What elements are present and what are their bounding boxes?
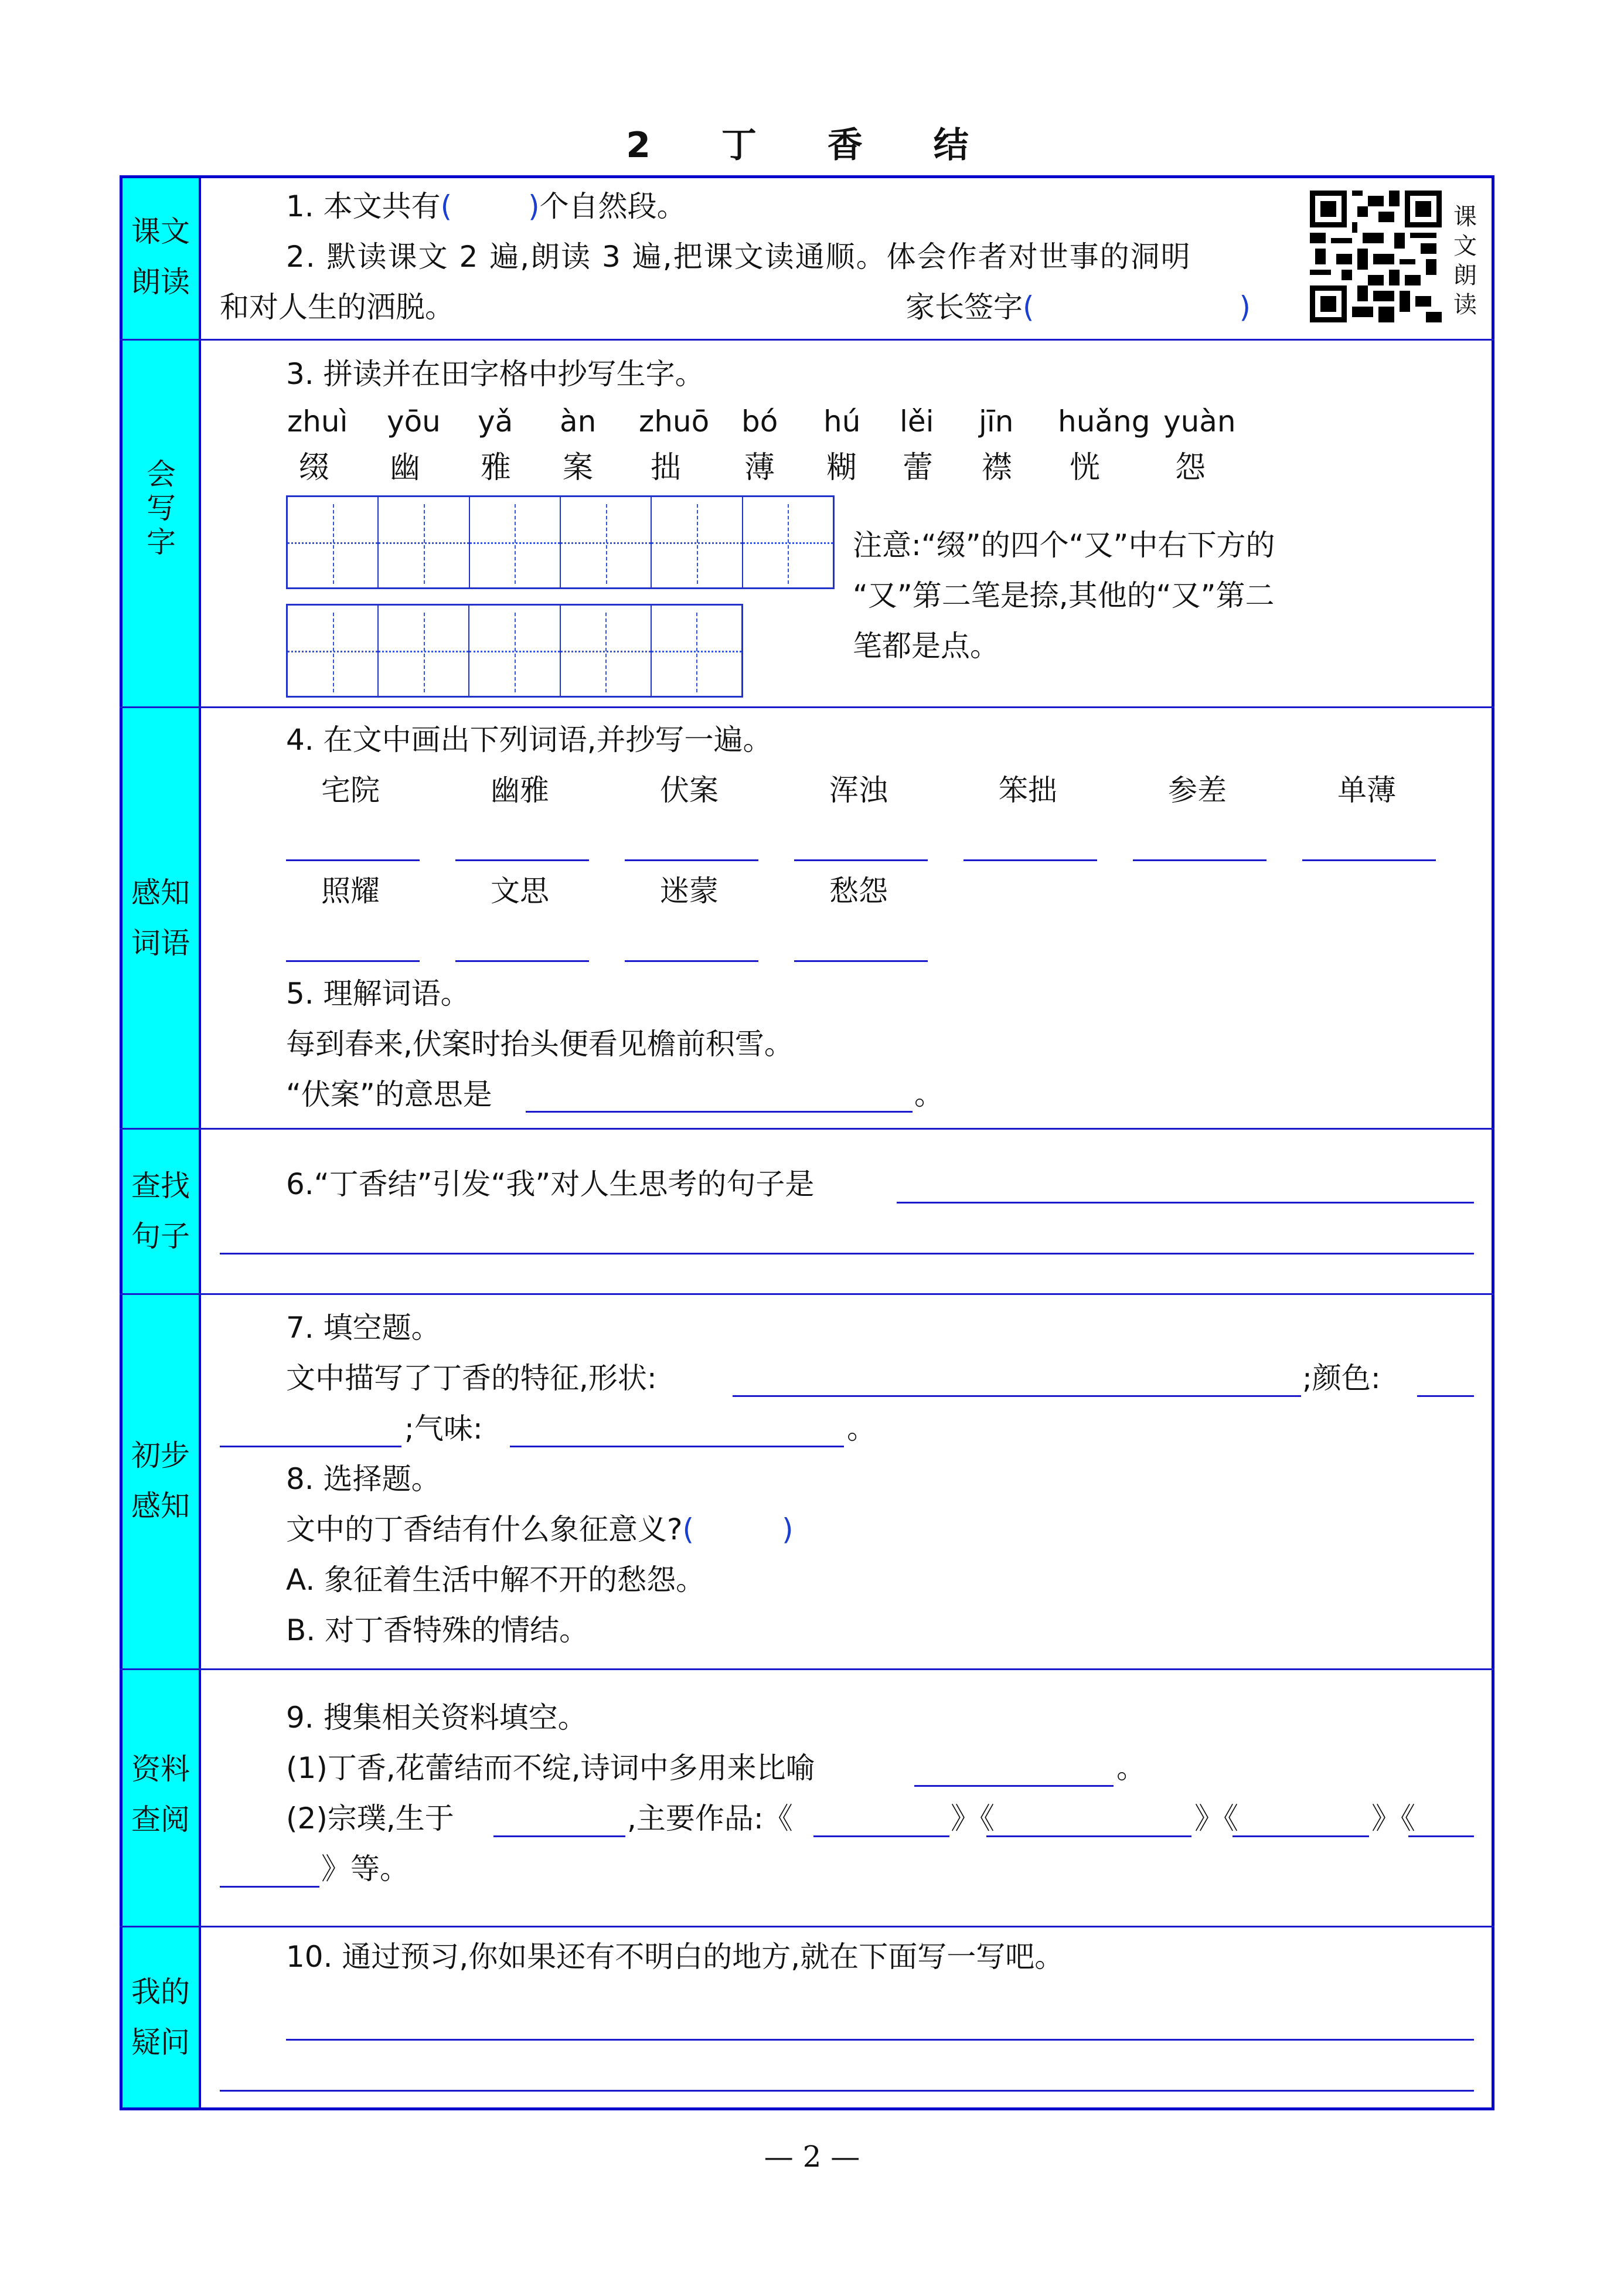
q5-answer-line[interactable] xyxy=(526,1111,913,1113)
question-7: 7. 填空题。 xyxy=(286,1311,441,1345)
qr-code-icon[interactable] xyxy=(1310,191,1442,322)
tianzige-cell[interactable] xyxy=(288,606,379,696)
q1-paren-open: ( xyxy=(440,189,452,223)
word-copy-line[interactable] xyxy=(455,960,589,962)
word-copy-line[interactable] xyxy=(455,859,589,861)
q9-2-work-1-line[interactable] xyxy=(813,1835,949,1837)
q6-answer-line-2[interactable] xyxy=(220,1253,1474,1255)
q1-suffix: 个自然段。 xyxy=(539,189,686,223)
word-10: 迷蒙 xyxy=(660,874,719,908)
q9-2-end: 》等。 xyxy=(321,1852,409,1886)
tianzige-cell[interactable] xyxy=(561,497,652,587)
word-copy-line[interactable] xyxy=(625,859,758,861)
q7-color-answer-line-b[interactable] xyxy=(220,1446,401,1447)
hanzi-5: 拙 xyxy=(651,450,682,485)
tianzige-cell[interactable] xyxy=(379,497,469,587)
question-3: 3. 拼读并在田字格中抄写生字。 xyxy=(286,357,704,391)
word-4: 浑浊 xyxy=(829,773,888,807)
q9-1-end: 。 xyxy=(1116,1751,1146,1785)
note-line-1: 注意:“缀”的四个“又”中右下方的 xyxy=(853,528,1275,562)
word-7: 单薄 xyxy=(1337,773,1396,807)
q7-shape-label: 文中描写了丁香的特征,形状: xyxy=(286,1361,657,1395)
q8-option-b[interactable]: B. 对丁香特殊的情结。 xyxy=(286,1613,589,1647)
q1-paren-close: ) xyxy=(528,189,540,223)
q5-prompt: “伏案”的意思是 xyxy=(286,1077,492,1111)
question-2-line2: 和对人生的洒脱。 xyxy=(220,290,454,324)
q8-paren-close: ) xyxy=(782,1512,794,1546)
hanzi-2: 幽 xyxy=(390,450,421,485)
pinyin-3: yǎ xyxy=(478,404,513,438)
tianzige-cell[interactable] xyxy=(469,606,560,696)
q9-2-work-4-line-a[interactable] xyxy=(1408,1835,1474,1837)
q7-smell-label: ;气味: xyxy=(404,1412,483,1446)
word-2: 幽雅 xyxy=(491,773,549,807)
q10-answer-line-2[interactable] xyxy=(220,2090,1474,2092)
tianzige-grid-row-1 xyxy=(286,495,835,589)
word-copy-line[interactable] xyxy=(1302,859,1436,861)
q9-2-sep-2: 》《 xyxy=(1194,1801,1238,1835)
tianzige-cell[interactable] xyxy=(470,497,561,587)
note-line-2: “又”第二笔是捺,其他的“又”第二 xyxy=(853,579,1275,613)
pinyin-6: bó xyxy=(741,404,778,438)
word-copy-line[interactable] xyxy=(794,859,928,861)
word-copy-line[interactable] xyxy=(963,859,1097,861)
word-6: 参差 xyxy=(1168,773,1227,807)
hanzi-10: 恍 xyxy=(1070,450,1101,485)
pinyin-10: huǎng xyxy=(1058,404,1150,438)
page-title: 2 丁 香 结 xyxy=(626,125,998,166)
q6-answer-line-1[interactable] xyxy=(897,1202,1474,1204)
question-1 xyxy=(286,189,686,224)
question-6: 6.“丁香结”引发“我”对人生思考的句子是 xyxy=(286,1167,815,1201)
pinyin-9: jīn xyxy=(979,404,1014,438)
parent-sign-paren-close: ) xyxy=(1239,290,1251,324)
q7-smell-answer-line[interactable] xyxy=(510,1446,844,1447)
section-label-find: 查找句子 xyxy=(131,1169,190,1253)
q9-2-birth-line[interactable] xyxy=(493,1835,625,1837)
q5-sentence: 每到春来,伏案时抬头便看见檐前积雪。 xyxy=(286,1027,794,1061)
parent-signature xyxy=(905,290,1251,325)
q7-color-label: ;颜色: xyxy=(1302,1361,1381,1395)
section-label-words: 感知词语 xyxy=(131,876,190,960)
q9-2-prefix: (2)宗璞,生于 xyxy=(286,1801,454,1835)
word-copy-line[interactable] xyxy=(794,960,928,962)
word-1: 宅院 xyxy=(321,773,380,807)
row-divider xyxy=(120,1293,1494,1295)
q9-2-sep-1: 》《 xyxy=(951,1801,995,1835)
section-label-research: 资料查阅 xyxy=(131,1752,190,1837)
q8-paren-open: ( xyxy=(682,1512,694,1546)
hanzi-11: 怨 xyxy=(1175,450,1206,485)
row-divider xyxy=(120,1926,1494,1927)
pinyin-2: yōu xyxy=(387,404,441,438)
pinyin-5: zhuō xyxy=(639,404,710,438)
row-divider xyxy=(120,1128,1494,1130)
q8-option-a[interactable]: A. 象征着生活中解不开的愁怨。 xyxy=(286,1563,706,1597)
page-number: — 2 — xyxy=(764,2140,860,2174)
hanzi-9: 襟 xyxy=(982,450,1013,485)
question-5: 5. 理解词语。 xyxy=(286,977,470,1011)
word-11: 愁怨 xyxy=(829,874,888,908)
q8-question xyxy=(286,1512,794,1547)
q7-color-answer-line-a[interactable] xyxy=(1417,1395,1474,1397)
word-8: 照耀 xyxy=(321,874,380,908)
parent-sign-paren-open: ( xyxy=(1023,290,1034,324)
tianzige-cell[interactable] xyxy=(652,497,743,587)
question-4: 4. 在文中画出下列词语,并抄写一遍。 xyxy=(286,723,772,757)
word-copy-line[interactable] xyxy=(1133,859,1266,861)
q9-1-text: (1)丁香,花蕾结而不绽,诗词中多用来比喻 xyxy=(286,1751,815,1785)
note-line-3: 笔都是点。 xyxy=(853,629,999,663)
word-9: 文思 xyxy=(491,874,549,908)
pinyin-7: hú xyxy=(823,404,861,438)
pinyin-1: zhuì xyxy=(287,404,348,438)
pinyin-11: yuàn xyxy=(1163,404,1236,438)
q7-end: 。 xyxy=(847,1412,876,1446)
tianzige-cell[interactable] xyxy=(379,606,469,696)
q9-2-sep-3: 》《 xyxy=(1371,1801,1415,1835)
hanzi-3: 雅 xyxy=(481,450,512,485)
hanzi-4: 案 xyxy=(563,450,594,485)
question-9: 9. 搜集相关资料填空。 xyxy=(286,1701,587,1735)
section-label-writing: 会写字 xyxy=(147,457,176,559)
q1-text: 1. 本文共有 xyxy=(286,189,441,223)
q7-shape-answer-line[interactable] xyxy=(733,1395,1301,1397)
word-copy-line[interactable] xyxy=(286,859,420,861)
q10-answer-line-1[interactable] xyxy=(286,2039,1474,2041)
q9-2-work-4-line-b[interactable] xyxy=(220,1886,319,1888)
q9-2-work-3-line[interactable] xyxy=(1233,1835,1369,1837)
tianzige-cell[interactable] xyxy=(652,606,741,696)
question-8: 8. 选择题。 xyxy=(286,1462,441,1496)
tianzige-grid-row-2 xyxy=(286,604,743,698)
section-label-questions: 我的疑问 xyxy=(131,1975,190,2059)
pinyin-4: àn xyxy=(560,404,597,438)
question-10: 10. 通过预习,你如果还有不明白的地方,就在下面写一写吧。 xyxy=(286,1940,1064,1974)
pinyin-8: lěi xyxy=(900,404,934,438)
section-label-reading: 课文朗读 xyxy=(131,215,190,299)
word-copy-line[interactable] xyxy=(286,960,420,962)
hanzi-1: 缀 xyxy=(299,450,330,485)
q9-1-answer-line[interactable] xyxy=(914,1785,1114,1787)
word-copy-line[interactable] xyxy=(625,960,758,962)
q5-end: 。 xyxy=(914,1077,944,1111)
q9-2-work-2-line[interactable] xyxy=(986,1835,1191,1837)
row-divider xyxy=(120,339,1494,341)
word-3: 伏案 xyxy=(660,773,719,807)
row-divider xyxy=(120,1668,1494,1670)
hanzi-8: 蕾 xyxy=(903,450,934,485)
hanzi-6: 薄 xyxy=(744,450,775,485)
qr-caption: 课文朗读 xyxy=(1453,203,1477,318)
parent-sign-label: 家长签字 xyxy=(905,290,1023,324)
tianzige-cell[interactable] xyxy=(288,497,379,587)
hanzi-7: 糊 xyxy=(826,450,857,485)
tianzige-cell[interactable] xyxy=(743,497,833,587)
tianzige-cell[interactable] xyxy=(561,606,652,696)
word-5: 笨拙 xyxy=(999,773,1057,807)
q9-2-works-label: ,主要作品:《 xyxy=(627,1801,793,1835)
question-2-line1: 2. 默读课文 2 遍,朗读 3 遍,把课文读通顺。体会作者对世事的洞明 xyxy=(286,240,1191,274)
section-label-perceive: 初步感知 xyxy=(131,1439,190,1523)
row-divider xyxy=(120,706,1494,708)
q8-question-text: 文中的丁香结有什么象征意义? xyxy=(286,1512,683,1546)
